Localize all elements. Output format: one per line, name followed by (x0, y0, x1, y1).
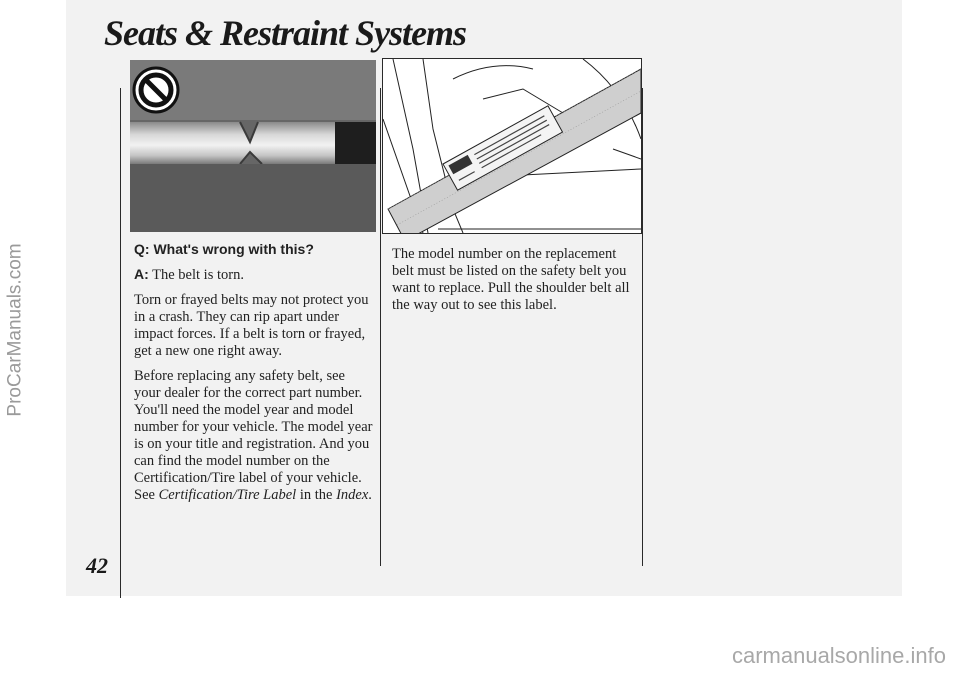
paragraph-model-number: The model number on the replacement belt must be listed on the safety belt you want to replace. Pull the shoulder belt all the way out to see this label. (392, 246, 630, 313)
torn-belt-photo (130, 60, 376, 232)
paragraph2-end: . (368, 487, 372, 503)
torn-belt-drawing (130, 60, 376, 232)
answer-text: The belt is torn. (148, 267, 244, 283)
paragraph2-start: Before replacing any safety belt, see your dealer for the correct part number. You'll need the model year and model number for your vehicle. The model year is on your title and registration. And you can find the model number on the Certification/Tire label of your vehicle. See (134, 368, 373, 503)
answer-label: A: (134, 266, 149, 282)
index-reference: Index (336, 487, 369, 503)
certification-tire-label-reference: Certification/Tire Label (158, 487, 297, 503)
left-text-column (134, 241, 374, 512)
prohibition-icon (134, 68, 178, 112)
answer (134, 266, 374, 284)
belt-label-illustration (382, 58, 642, 234)
right-rule (642, 88, 643, 566)
paragraph2-mid: in the (296, 487, 337, 503)
right-text-column (392, 246, 638, 322)
page-number: 42 (86, 553, 108, 578)
paragraph-torn-belts: Torn or frayed belts may not protect you in a crash. They can rip apart under impact forces. If a belt is torn or frayed, get a new one right away. (134, 292, 369, 359)
side-watermark-text: ProCarManuals.com (5, 243, 27, 417)
page-title: Seats & Restraint Systems (104, 13, 467, 53)
left-rule (120, 88, 121, 598)
question: Q: What's wrong with this? (134, 241, 314, 257)
belt-label-drawing (383, 59, 641, 233)
center-rule (380, 88, 381, 566)
side-watermark (2, 150, 30, 510)
paragraph-replacing-belt (134, 368, 374, 504)
bottom-watermark: carmanualsonline.info (731, 643, 946, 668)
